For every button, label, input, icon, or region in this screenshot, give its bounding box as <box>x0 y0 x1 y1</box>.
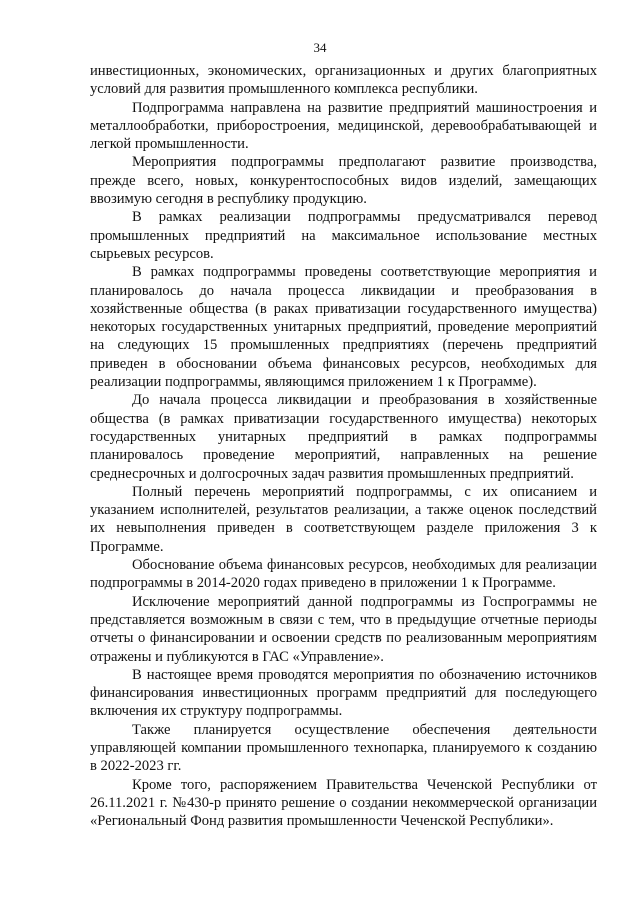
paragraph-local-resources: В рамках реализации подпрограммы предусматривался перевод промышленных предприятий на максимальное использование местных сырьевых ресурсов. <box>90 209 597 262</box>
document-body <box>90 62 597 830</box>
paragraph-funding-sources: В настоящее время проводятся мероприятия по обозначению источников финансирования инвестиционных программ предприятий для последующего включения их структуру подпрограммы. <box>90 666 597 720</box>
paragraph-financial-justification: Обоснование объема финансовых ресурсов, необходимых для реализации подпрограммы в 2014-2020 годах приведено в приложении 1 к Программе. <box>90 557 597 592</box>
paragraph-before-liquidation: До начала процесса ликвидации и преобразования в хозяйственные общества (в рамках приватизации государственного имущества) некоторых государственных унитарных предприятий в рамках подпрограммы планировалось проведение мероприятий, направленных на решение среднесрочных и долгосрочных задач развития промышленных предприятий. <box>90 392 597 482</box>
paragraph-exclusion: Исключение мероприятий данной подпрограммы из Госпрограммы не представляется возможным в связи с тем, что в предыдущие отчетные периоды отчеты о финансировании и освоении средств по реализованным мероприятиям отражены и публикуются в ГАС «Управление». <box>90 593 597 665</box>
paragraph-industry-fund: Кроме того, распоряжением Правительства Чеченской Республики от 26.11.2021 г. №430-р принято решение о создании некоммерческой организации «Региональный Фонд развития промышленности Чеченской Республики». <box>90 776 597 830</box>
paragraph-technopark: Также планируется осуществление обеспечения деятельности управляющей компании промышленного технопарка, планируемого к созданию в 2022-2023 гг. <box>90 721 597 775</box>
paragraph-subprogram-focus: Подпрограмма направлена на развитие предприятий машиностроения и металлообработки, приборостроения, медицинской, деревообрабатывающей и легкой промышленности. <box>90 99 597 153</box>
paragraph-continuation: инвестиционных, экономических, организационных и других благоприятных условий для развития промышленного комплекса республики. <box>90 63 597 98</box>
paragraph-15-enterprises: В рамках подпрограммы проведены соответствующие мероприятия и планировалось до начала процесса ликвидации и преобразования в хозяйственные общества (в раках приватизации государственного имущества) некоторых государственных унитарных предприятий, проведение мероприятий на следующих 15 промышленных предприятиях (перечень предприятий приведен в обосновании объема финансовых ресурсов, необходимых для реализации подпрограммы, являющимся приложением 1 к Программе). <box>90 264 597 391</box>
paragraph-measures-production: Мероприятия подпрограммы предполагают развитие производства, прежде всего, новых, конкурентоспособных видов изделий, замещающих ввозимую сегодня в республику продукцию. <box>90 154 597 208</box>
page-number: 34 <box>313 40 327 55</box>
paragraph-full-list: Полный перечень мероприятий подпрограммы, с их описанием и указанием исполнителей, результатов реализации, а также оценок последствий их невыполнения приведен в соответствующем разделе приложения 3 к Программе. <box>90 483 597 555</box>
